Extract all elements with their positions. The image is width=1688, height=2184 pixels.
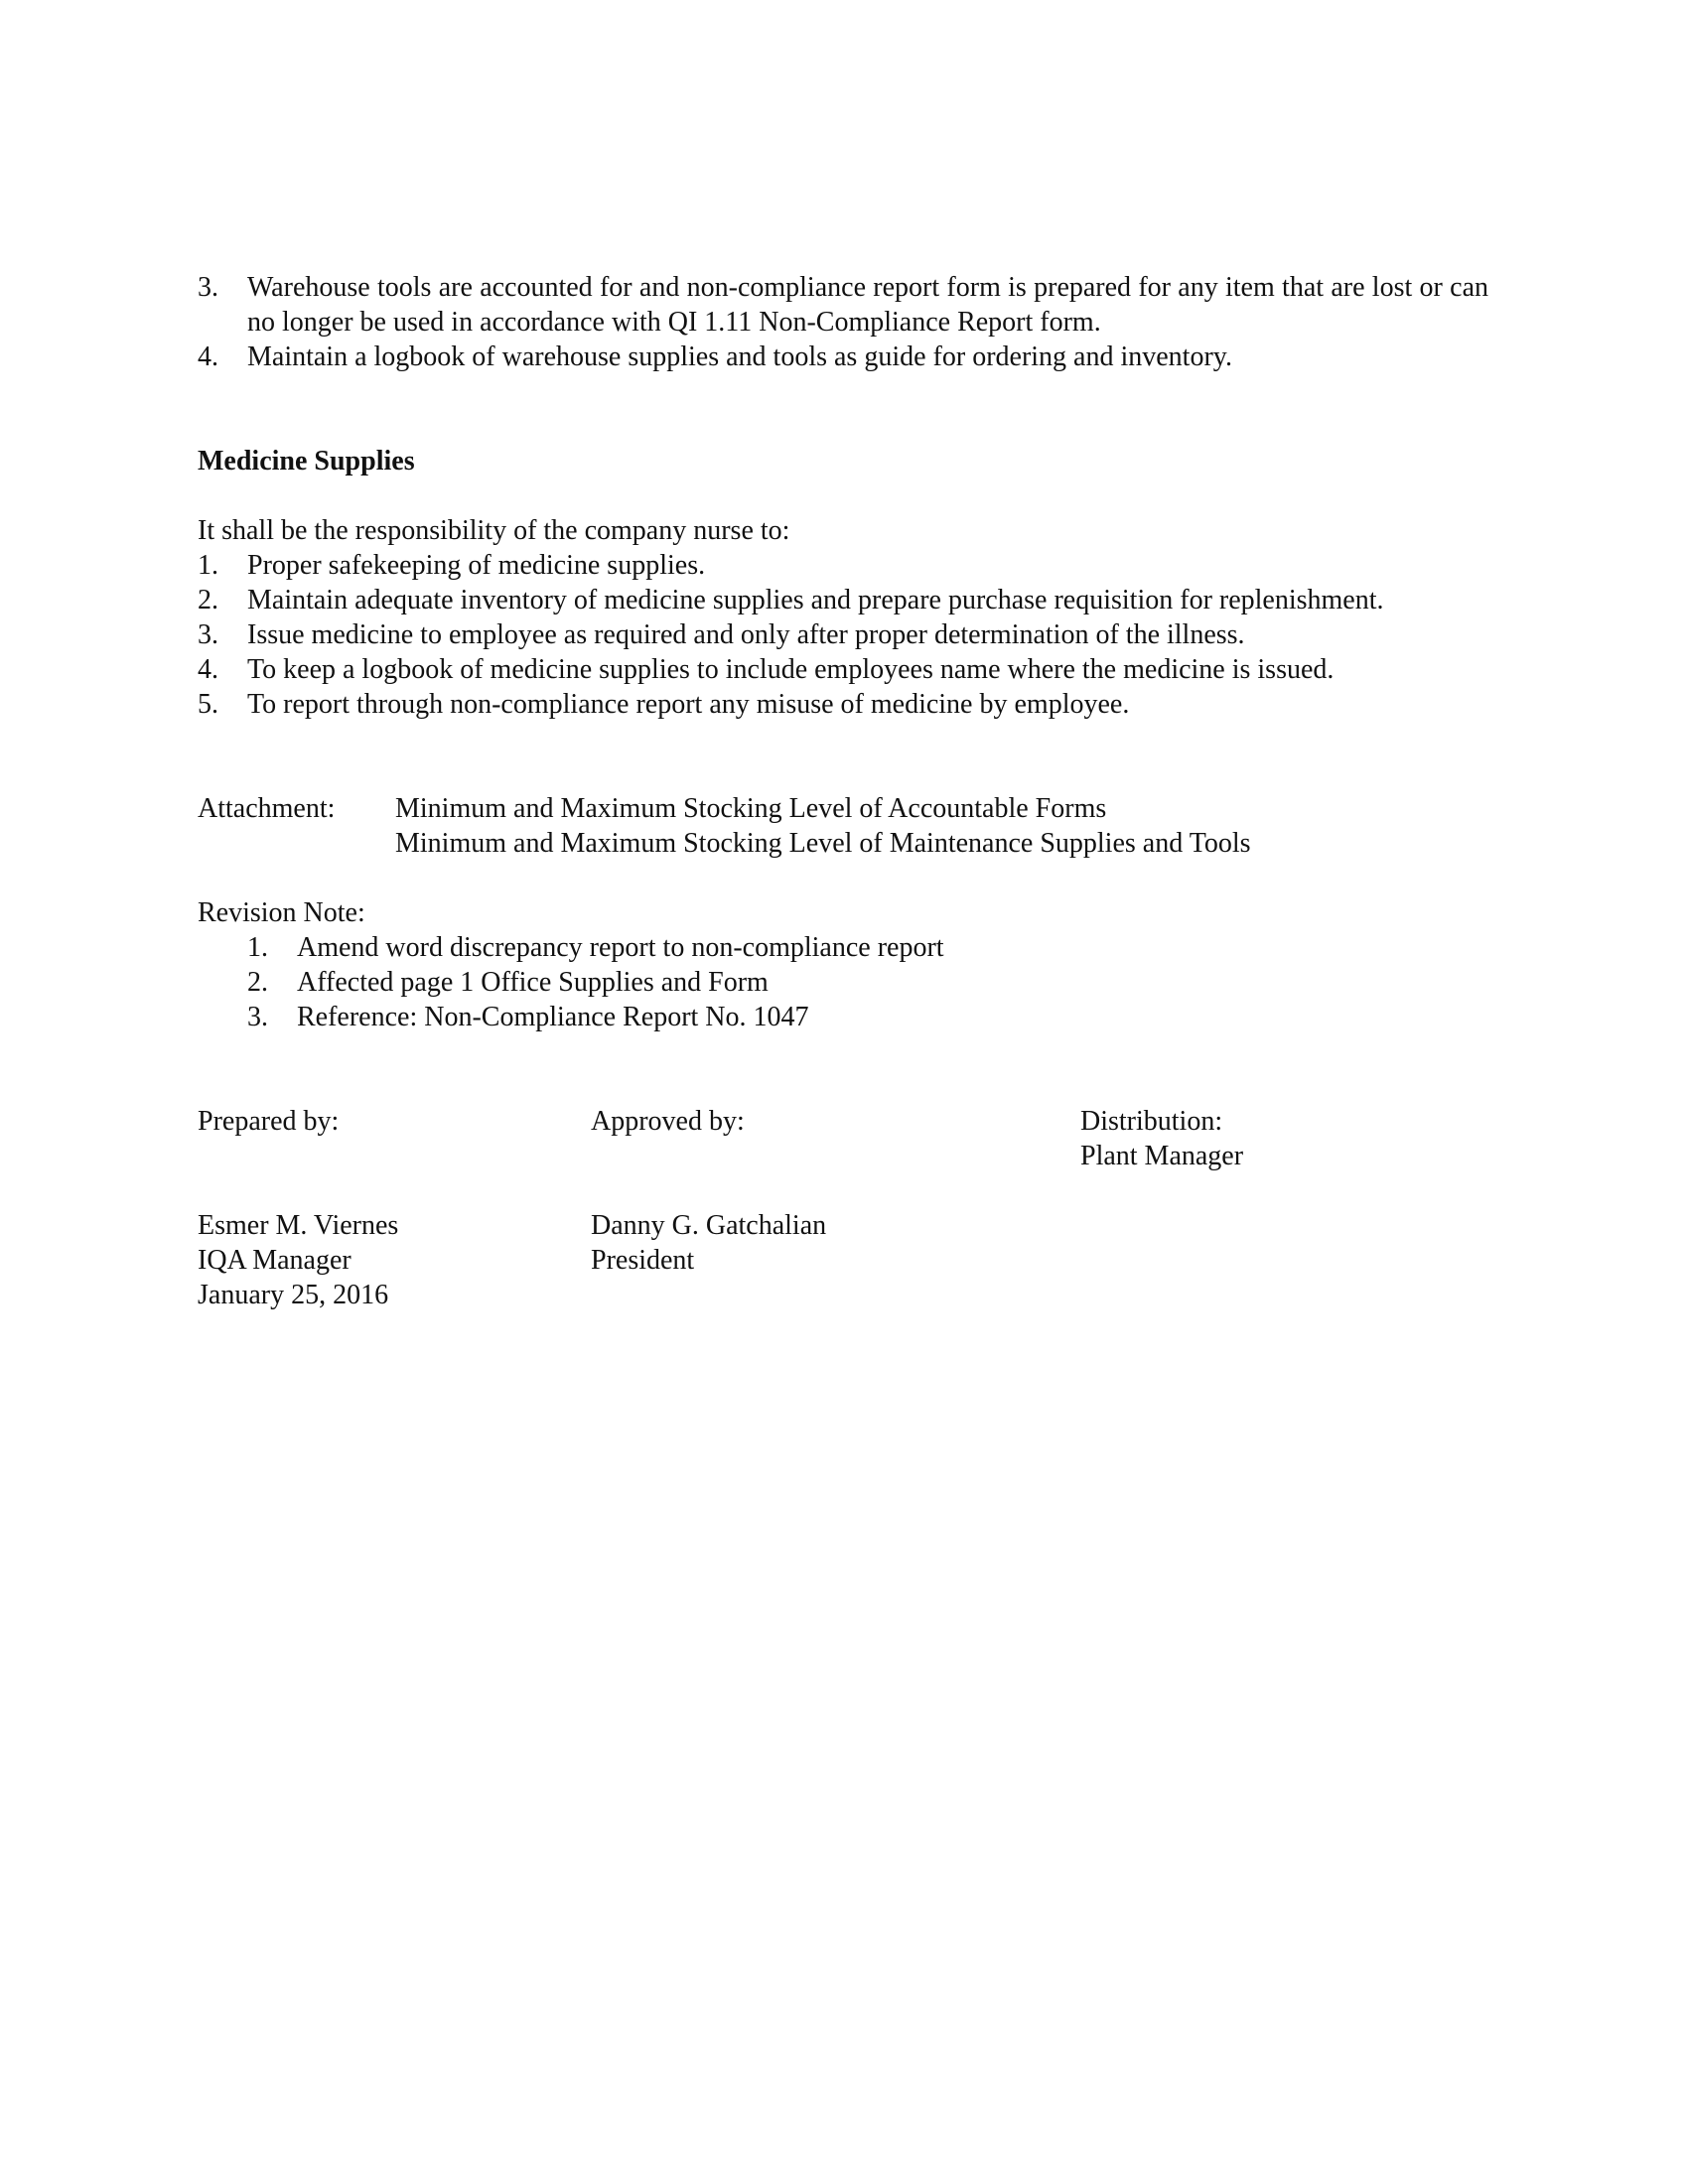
warehouse-list-section xyxy=(198,270,1488,374)
attachment-list xyxy=(395,791,1487,861)
list-item-text: Amend word discrepancy report to non-compliance report xyxy=(297,932,944,963)
list-item xyxy=(198,583,1508,617)
list-item-number: 2. xyxy=(198,585,218,615)
prepared-by-block xyxy=(198,1104,398,1312)
approved-by-title: President xyxy=(591,1245,695,1276)
list-item-number: 1. xyxy=(198,550,218,581)
attachment-label: Attachment: xyxy=(198,793,336,824)
list-item-text: Proper safekeeping of medicine supplies. xyxy=(247,550,706,581)
prepared-by-name: Esmer M. Viernes xyxy=(198,1210,399,1241)
revision-note-section xyxy=(198,895,1488,1034)
list-item xyxy=(247,1000,1240,1034)
list-item-number: 5. xyxy=(198,689,218,720)
section-heading-medicine-supplies: Medicine Supplies xyxy=(198,446,415,477)
list-item-text: Maintain adequate inventory of medicine supplies and prepare purchase requisition for replenishment. xyxy=(247,585,1384,615)
list-item-text: Maintain a logbook of warehouse supplies and tools as guide for ordering and inventory. xyxy=(247,341,1232,372)
list-item-text: Warehouse tools are accounted for and non-compliance report form is prepared for any item that are lost or can no longer be used in accordance with QI 1.11 Non-Compliance Report form. xyxy=(247,272,1488,338)
revision-note-label: Revision Note: xyxy=(198,897,365,928)
distribution-label: Distribution: xyxy=(1080,1106,1223,1137)
list-item-text: Issue medicine to employee as required and only after proper determination of the illness. xyxy=(247,619,1245,650)
list-item-text: To keep a logbook of medicine supplies to include employees name where the medicine is issued. xyxy=(247,654,1335,685)
list-item-number: 3. xyxy=(247,1002,268,1032)
signature-section xyxy=(198,1104,1488,1332)
attachment-item: Minimum and Maximum Stocking Level of Accountable Forms xyxy=(395,793,1107,824)
prepared-by-label: Prepared by: xyxy=(198,1106,340,1137)
list-item xyxy=(198,340,1488,374)
list-item-number: 3. xyxy=(198,272,218,303)
list-item-text: To report through non-compliance report any misuse of medicine by employee. xyxy=(247,689,1130,720)
medicine-list xyxy=(198,548,1508,722)
approved-by-block xyxy=(591,1104,826,1278)
approved-by-label: Approved by: xyxy=(591,1106,745,1137)
medicine-intro: It shall be the responsibility of the company nurse to: xyxy=(198,515,790,546)
list-item xyxy=(198,548,1508,583)
list-item-number: 4. xyxy=(198,654,218,685)
distribution-block xyxy=(1080,1104,1243,1173)
list-item-number: 1. xyxy=(247,932,268,963)
list-item xyxy=(198,652,1508,687)
list-item-text: Reference: Non-Compliance Report No. 1047 xyxy=(297,1002,809,1032)
prepared-by-date: January 25, 2016 xyxy=(198,1280,389,1310)
distribution-recipient: Plant Manager xyxy=(1080,1141,1244,1171)
list-item-number: 2. xyxy=(247,967,268,998)
prepared-by-title: IQA Manager xyxy=(198,1245,352,1276)
warehouse-list xyxy=(198,270,1488,374)
attachment-section xyxy=(198,791,1488,863)
list-item-number: 4. xyxy=(198,341,218,372)
list-item xyxy=(198,617,1508,652)
revision-list xyxy=(247,930,1240,1034)
list-item-number: 3. xyxy=(198,619,218,650)
list-item xyxy=(198,687,1508,722)
attachment-item: Minimum and Maximum Stocking Level of Maintenance Supplies and Tools xyxy=(395,828,1251,859)
approved-by-name: Danny G. Gatchalian xyxy=(591,1210,827,1241)
medicine-list-section xyxy=(198,548,1508,722)
list-item-text: Affected page 1 Office Supplies and Form xyxy=(297,967,769,998)
list-item xyxy=(247,965,1240,1000)
list-item xyxy=(247,930,1240,965)
list-item xyxy=(198,270,1488,340)
